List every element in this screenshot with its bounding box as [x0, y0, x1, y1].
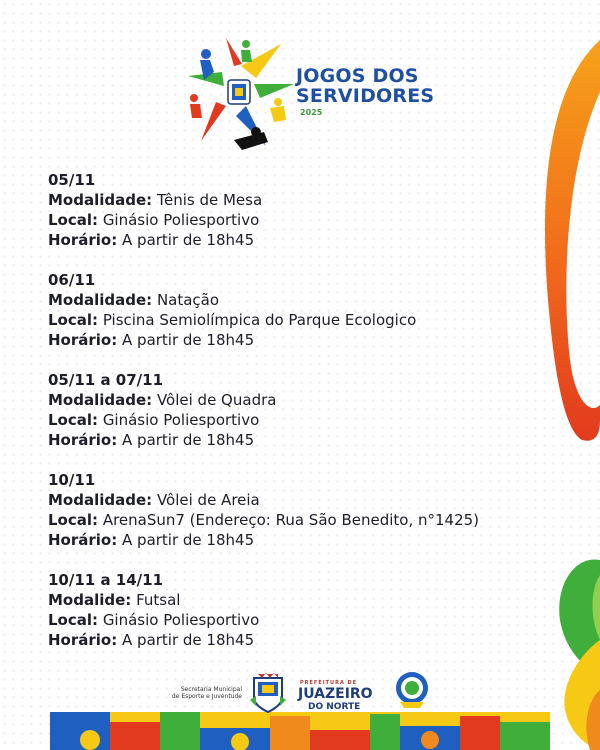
- event-date: 06/11: [48, 271, 96, 289]
- schedule-item: [48, 270, 518, 350]
- schedule-item: [48, 570, 518, 650]
- horario-value: A partir de 18h45: [122, 331, 255, 349]
- modalidade-label: Modalidade:: [48, 191, 153, 209]
- horario-value: A partir de 18h45: [122, 631, 255, 649]
- local-label: Local:: [48, 611, 99, 629]
- event-modalidade: [48, 390, 518, 410]
- schedule-list: [48, 170, 518, 670]
- city-sub: DO NORTE: [308, 702, 361, 712]
- local-label: Local:: [48, 211, 99, 229]
- schedule-item: [48, 370, 518, 450]
- secretaria-line2: de Esporte e Juventude: [171, 693, 242, 700]
- local-value: ArenaSun7 (Endereço: Rua São Benedito, n°1425): [102, 511, 480, 529]
- event-date: 05/11: [48, 171, 96, 189]
- modalidade-value: Futsal: [136, 591, 181, 609]
- local-value: Ginásio Poliesportivo: [102, 611, 260, 629]
- prefeitura-prefix: PREFEITURA DE: [300, 680, 358, 686]
- modalidade-label: Modalide:: [48, 591, 132, 609]
- schedule-item: [48, 170, 518, 250]
- event-modalidade: [48, 290, 518, 310]
- modalidade-label: Modalidade:: [48, 391, 153, 409]
- event-title-line2: SERVIDORES: [296, 85, 435, 107]
- horario-value: A partir de 18h45: [122, 531, 255, 549]
- event-title: [296, 66, 434, 106]
- horario-label: Horário:: [48, 631, 118, 649]
- modalidade-value: Natação: [156, 291, 220, 309]
- local-value: Piscina Semiolímpica do Parque Ecologico: [102, 311, 417, 329]
- local-value: Ginásio Poliesportivo: [102, 411, 260, 429]
- juazeiro-crest-icon: [394, 670, 430, 710]
- modalidade-value: Vôlei de Quadra: [156, 391, 277, 409]
- event-local: [48, 610, 518, 630]
- local-value: Ginásio Poliesportivo: [102, 211, 260, 229]
- event-logo: [186, 36, 446, 154]
- local-label: Local:: [48, 411, 99, 429]
- event-horario: [48, 330, 518, 350]
- event-horario: [48, 530, 518, 550]
- event-date: 10/11: [48, 471, 96, 489]
- event-modalidade: [48, 190, 518, 210]
- horario-label: Horário:: [48, 331, 118, 349]
- event-year: 2025: [300, 108, 323, 117]
- horario-value: A partir de 18h45: [122, 231, 255, 249]
- secretaria-line1: Secretaria Municipal: [180, 686, 242, 693]
- footer-logos: [168, 668, 438, 718]
- event-local: [48, 310, 518, 330]
- horario-label: Horário:: [48, 531, 118, 549]
- local-label: Local:: [48, 311, 99, 329]
- event-date: 10/11 a 14/11: [48, 571, 164, 589]
- modalidade-label: Modalidade:: [48, 291, 153, 309]
- event-horario: [48, 630, 518, 650]
- event-local: [48, 510, 518, 530]
- city-name: JUAZEIRO: [298, 686, 373, 702]
- schedule-item: [48, 470, 518, 550]
- modalidade-value: Vôlei de Areia: [156, 491, 260, 509]
- event-title-line1: JOGOS DOS: [296, 65, 419, 87]
- event-local: [48, 410, 518, 430]
- coat-of-arms-icon: [248, 670, 288, 714]
- event-modalidade: [48, 490, 518, 510]
- secretaria-name: [168, 686, 242, 700]
- event-horario: [48, 430, 518, 450]
- event-local: [48, 210, 518, 230]
- emblem-athletes-icon: [186, 36, 296, 154]
- horario-label: Horário:: [48, 231, 118, 249]
- event-date: 05/11 a 07/11: [48, 371, 164, 389]
- local-label: Local:: [48, 511, 99, 529]
- horario-value: A partir de 18h45: [122, 431, 255, 449]
- modalidade-value: Tênis de Mesa: [156, 191, 263, 209]
- event-modalidade: [48, 590, 518, 610]
- event-horario: [48, 230, 518, 250]
- horario-label: Horário:: [48, 431, 118, 449]
- modalidade-label: Modalidade:: [48, 491, 153, 509]
